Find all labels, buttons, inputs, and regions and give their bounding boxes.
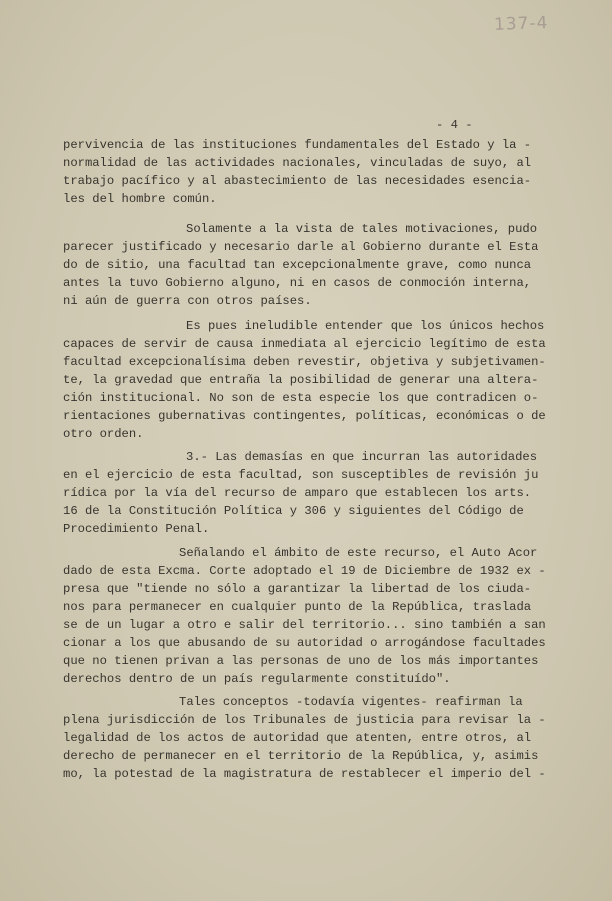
text-line: Tales conceptos -todavía vigentes- reafirman la bbox=[179, 695, 523, 709]
text-line: cionar a los que abusando de su autoridad o arrogándose facultades bbox=[63, 636, 546, 650]
text-line: dado de esta Excma. Corte adoptado el 19 de Diciembre de 1932 ex - bbox=[63, 564, 546, 578]
text-line: pervivencia de las instituciones fundamentales del Estado y la - bbox=[63, 138, 532, 152]
text-line: en el ejercicio de esta facultad, son susceptibles de revisión ju bbox=[63, 468, 539, 482]
text-line: Procedimiento Penal. bbox=[63, 522, 210, 536]
text-line: derecho de permanecer en el territorio de la República, y, asimis bbox=[63, 749, 539, 763]
text-line: nos para permanecer en cualquier punto de la República, traslada bbox=[63, 600, 532, 614]
text-line: 3.- Las demasías en que incurran las autoridades bbox=[186, 450, 538, 464]
text-line: capaces de servir de causa inmediata al ejercicio legítimo de esta bbox=[63, 337, 546, 351]
text-line: te, la gravedad que entraña la posibilidad de generar una altera- bbox=[63, 373, 539, 387]
text-line: antes la tuvo Gobierno alguno, ni en casos de conmoción interna, bbox=[63, 276, 532, 290]
text-line: rídica por la vía del recurso de amparo que establecen los arts. bbox=[63, 486, 532, 500]
text-line: parecer justificado y necesario darle al Gobierno durante el Esta bbox=[63, 240, 539, 254]
page-number: - 4 - bbox=[436, 118, 473, 132]
text-line: trabajo pacífico y al abastecimiento de las necesidades esencia- bbox=[63, 174, 532, 188]
archive-stamp-number: 137-4 bbox=[493, 13, 549, 35]
text-line: Solamente a la vista de tales motivaciones, pudo bbox=[186, 222, 538, 236]
text-line: 16 de la Constitución Política y 306 y siguientes del Código de bbox=[63, 504, 524, 518]
text-line: ni aún de guerra con otros países. bbox=[63, 294, 312, 308]
text-line: plena jurisdicción de los Tribunales de justicia para revisar la - bbox=[63, 713, 546, 727]
text-line: Señalando el ámbito de este recurso, el Auto Acor bbox=[179, 546, 538, 560]
text-line: normalidad de las actividades nacionales, vinculadas de suyo, al bbox=[63, 156, 532, 170]
text-line: rientaciones gubernativas contingentes, políticas, económicas o de bbox=[63, 409, 546, 423]
text-line: mo, la potestad de la magistratura de restablecer el imperio del - bbox=[63, 767, 546, 781]
text-line: presa que "tiende no sólo a garantizar la libertad de los ciuda- bbox=[63, 582, 532, 596]
text-line: ción institucional. No son de esta especie los que contradicen o- bbox=[63, 391, 539, 405]
text-line: les del hombre común. bbox=[63, 192, 217, 206]
text-line: se de un lugar a otro e salir del territorio... sino también a san bbox=[63, 618, 546, 632]
text-line: Es pues ineludible entender que los únicos hechos bbox=[186, 319, 545, 333]
text-line: derechos dentro de un país regularmente constituído". bbox=[63, 672, 451, 686]
text-line: legalidad de los actos de autoridad que atenten, entre otros, al bbox=[63, 731, 532, 745]
text-line: otro orden. bbox=[63, 427, 144, 441]
text-line: facultad excepcionalísima deben revestir, objetiva y subjetivamen- bbox=[63, 355, 546, 369]
text-line: do de sitio, una facultad tan excepcionalmente grave, como nunca bbox=[63, 258, 532, 272]
text-line: que no tienen privan a las personas de uno de los más importantes bbox=[63, 654, 539, 668]
